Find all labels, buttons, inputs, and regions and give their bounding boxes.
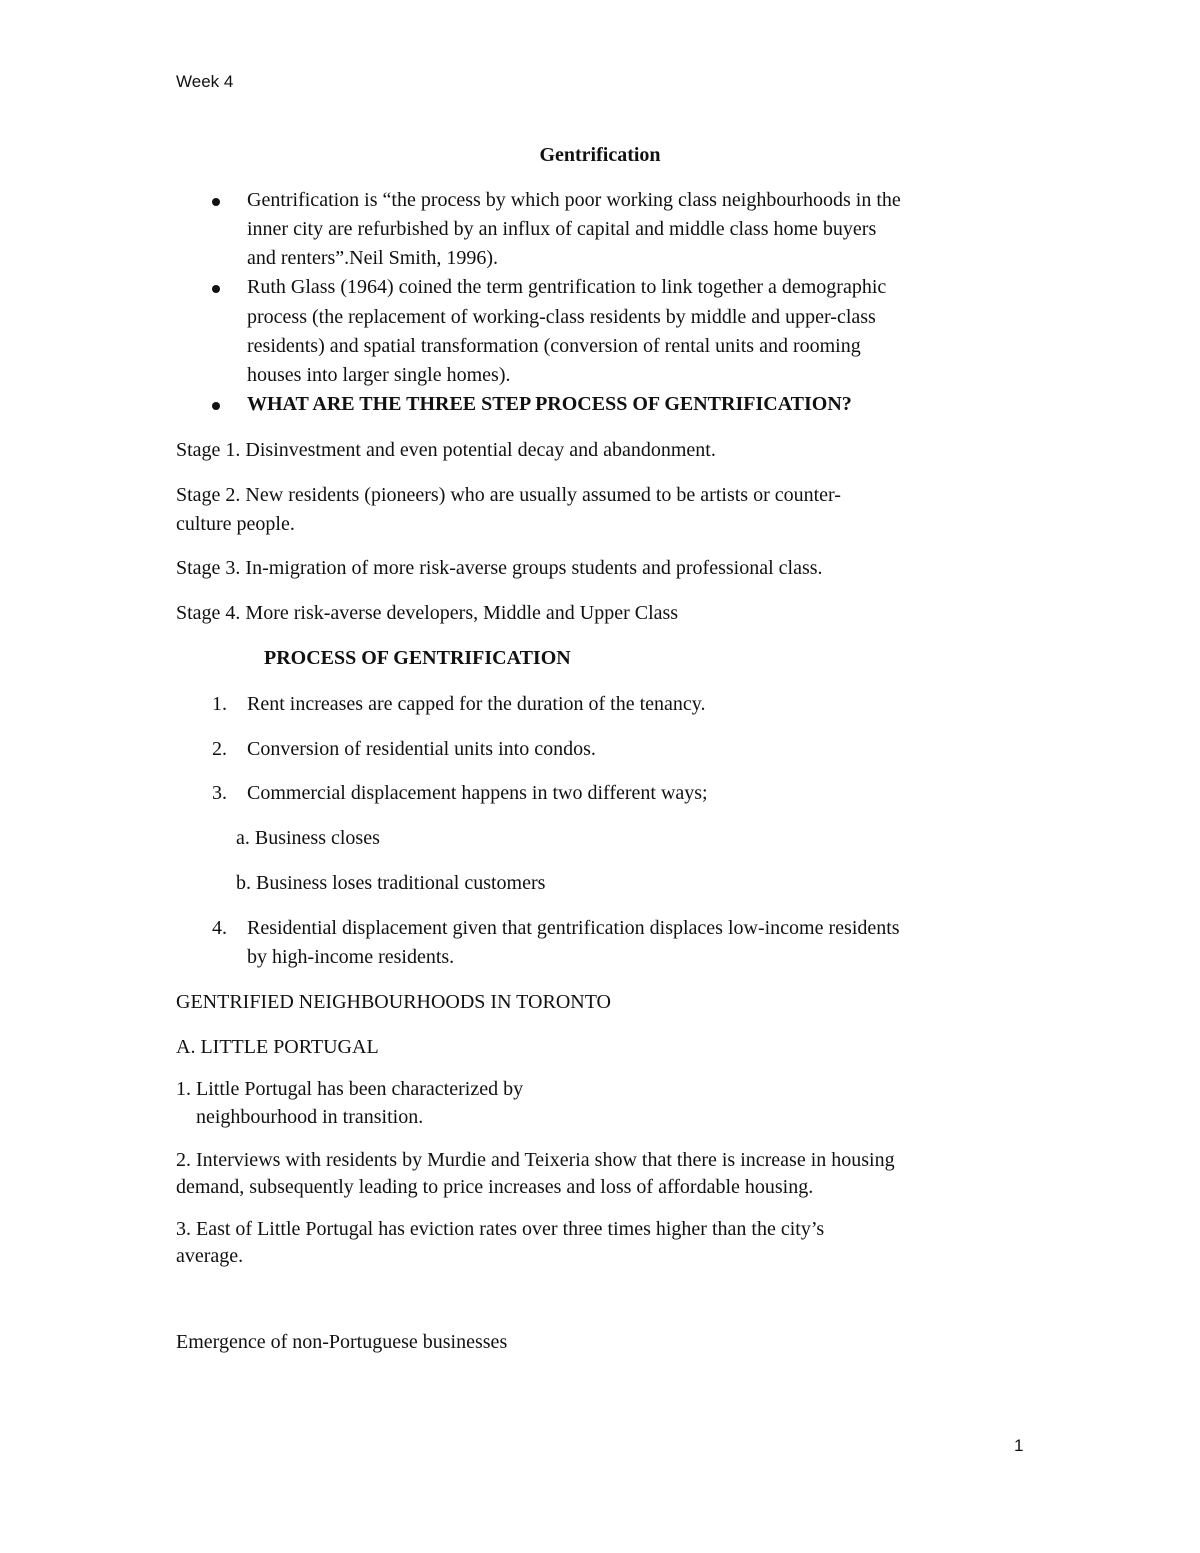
process-item-1-text: Rent increases are capped for the duration of the tenancy.: [247, 693, 706, 715]
point-1-line-1: 1. Little Portugal has been characterized by: [176, 1078, 524, 1100]
stage-3: Stage 3. In-migration of more risk-averse groups students and professional class.: [176, 557, 823, 579]
bullet-2-line-3: residents) and spatial transformation (conversion of rental units and rooming: [247, 335, 861, 357]
toronto-heading: GENTRIFIED NEIGHBOURHOODS IN TORONTO: [176, 991, 611, 1013]
bullet-dot: [212, 402, 220, 410]
point-2-line-1: 2. Interviews with residents by Murdie and Teixeria show that there is increase in housing: [176, 1149, 895, 1171]
bullet-dot: [212, 198, 220, 206]
stage-4: Stage 4. More risk-averse developers, Middle and Upper Class: [176, 602, 679, 624]
process-subitem-a: a. Business closes: [236, 827, 380, 849]
little-portugal-heading: A. LITTLE PORTUGAL: [176, 1036, 379, 1058]
process-item-3-number: 3.: [212, 782, 227, 804]
process-item-4-line-2: by high-income residents.: [247, 946, 455, 968]
stage-2-line-2: culture people.: [176, 513, 295, 535]
stage-1: Stage 1. Disinvestment and even potential decay and abandonment.: [176, 439, 716, 461]
process-subitem-b: b. Business loses traditional customers: [236, 872, 546, 894]
process-heading: PROCESS OF GENTRIFICATION: [264, 647, 571, 669]
process-item-2-text: Conversion of residential units into condos.: [247, 738, 596, 760]
stage-2-line-1: Stage 2. New residents (pioneers) who are usually assumed to be artists or counter-: [176, 484, 841, 506]
process-item-1-number: 1.: [212, 693, 227, 715]
point-1-line-2: neighbourhood in transition.: [176, 1106, 424, 1128]
process-item-4-line-1: Residential displacement given that gentrification displaces low-income residents: [247, 917, 900, 939]
bullet-2-line-1: Ruth Glass (1964) coined the term gentrification to link together a demographic: [247, 276, 887, 298]
document-title: Gentrification: [539, 144, 661, 166]
bullet-1-line-1: Gentrification is “the process by which poor working class neighbourhoods in the: [247, 189, 901, 211]
bullet-2-line-4: houses into larger single homes).: [247, 364, 511, 386]
page-header-week: Week 4: [176, 72, 234, 91]
bullet-2-line-2: process (the replacement of working-class residents by middle and upper-class: [247, 306, 876, 328]
process-item-3-text: Commercial displacement happens in two different ways;: [247, 782, 708, 804]
point-2-line-2: demand, subsequently leading to price increases and loss of affordable housing.: [176, 1176, 814, 1198]
process-item-4-number: 4.: [212, 917, 227, 939]
bullet-1-line-2: inner city are refurbished by an influx of capital and middle class home buyers: [247, 218, 877, 240]
bullet-dot: [212, 285, 220, 293]
point-3-line-1: 3. East of Little Portugal has eviction rates over three times higher than the city’s: [176, 1218, 825, 1240]
page-number: 1: [1014, 1436, 1024, 1455]
bullet-1-line-3: and renters”.Neil Smith, 1996).: [247, 247, 499, 269]
process-item-2-number: 2.: [212, 738, 227, 760]
closing-line: Emergence of non-Portuguese businesses: [176, 1331, 508, 1353]
bullet-3-question: WHAT ARE THE THREE STEP PROCESS OF GENTRIFICATION?: [247, 393, 852, 415]
point-3-line-2: average.: [176, 1245, 244, 1267]
